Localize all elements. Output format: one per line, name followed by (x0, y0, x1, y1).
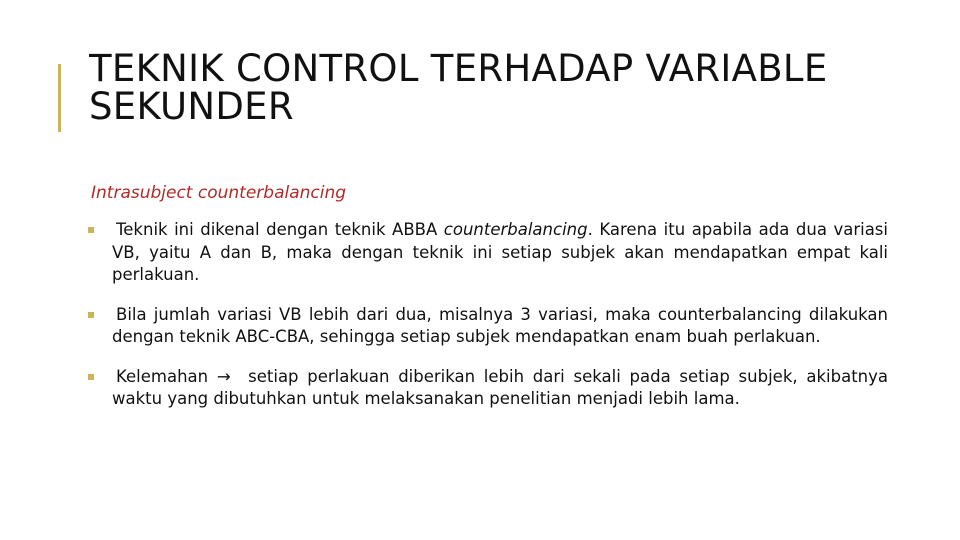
slide-title (89, 50, 960, 126)
bullet-list (88, 219, 894, 428)
title-line-1: TEKNIK CONTROL TERHADAP VARIABLE (89, 50, 828, 90)
bullet-item-abc-cba (88, 304, 888, 349)
bullet-item-kelemahan (88, 366, 894, 411)
bullet-square-icon (88, 227, 94, 233)
bullet-square-icon (88, 312, 94, 318)
bullet-item-abba (88, 219, 888, 287)
bullet-text-italic: counterbalancing (443, 220, 588, 239)
title-line-2: SEKUNDER (89, 85, 294, 126)
bullet-text-part-b: setiap perlakuan diberikan lebih dari sekali pada setiap subjek, akibatnya waktu yang dibutuhkan untuk melaksanakan penelitian menjadi lebih lama. (112, 366, 894, 408)
slide-subtitle: Intrasubject counterbalancing (91, 183, 347, 203)
bullet-text-part-b: . Karena itu apabila ada dua variasi VB, yaitu A dan B, maka dengan teknik ini setiap subjek akan mendapatkan empat kali perlakuan. (112, 220, 888, 284)
bullet-text-part-a: Kelemahan (116, 366, 217, 386)
title-accent-bar (58, 64, 61, 132)
bullet-text-part-a: Teknik ini dikenal dengan teknik ABBA (116, 220, 444, 239)
bullet-text: Bila jumlah variasi VB lebih dari dua, misalnya 3 variasi, maka counterbalancing dilakukan dengan teknik ABC-CBA, sehingga setiap subjek mendapatkan enam buah perlakuan. (112, 304, 888, 346)
right-arrow-icon: → (216, 366, 231, 386)
bullet-square-icon (88, 374, 94, 380)
